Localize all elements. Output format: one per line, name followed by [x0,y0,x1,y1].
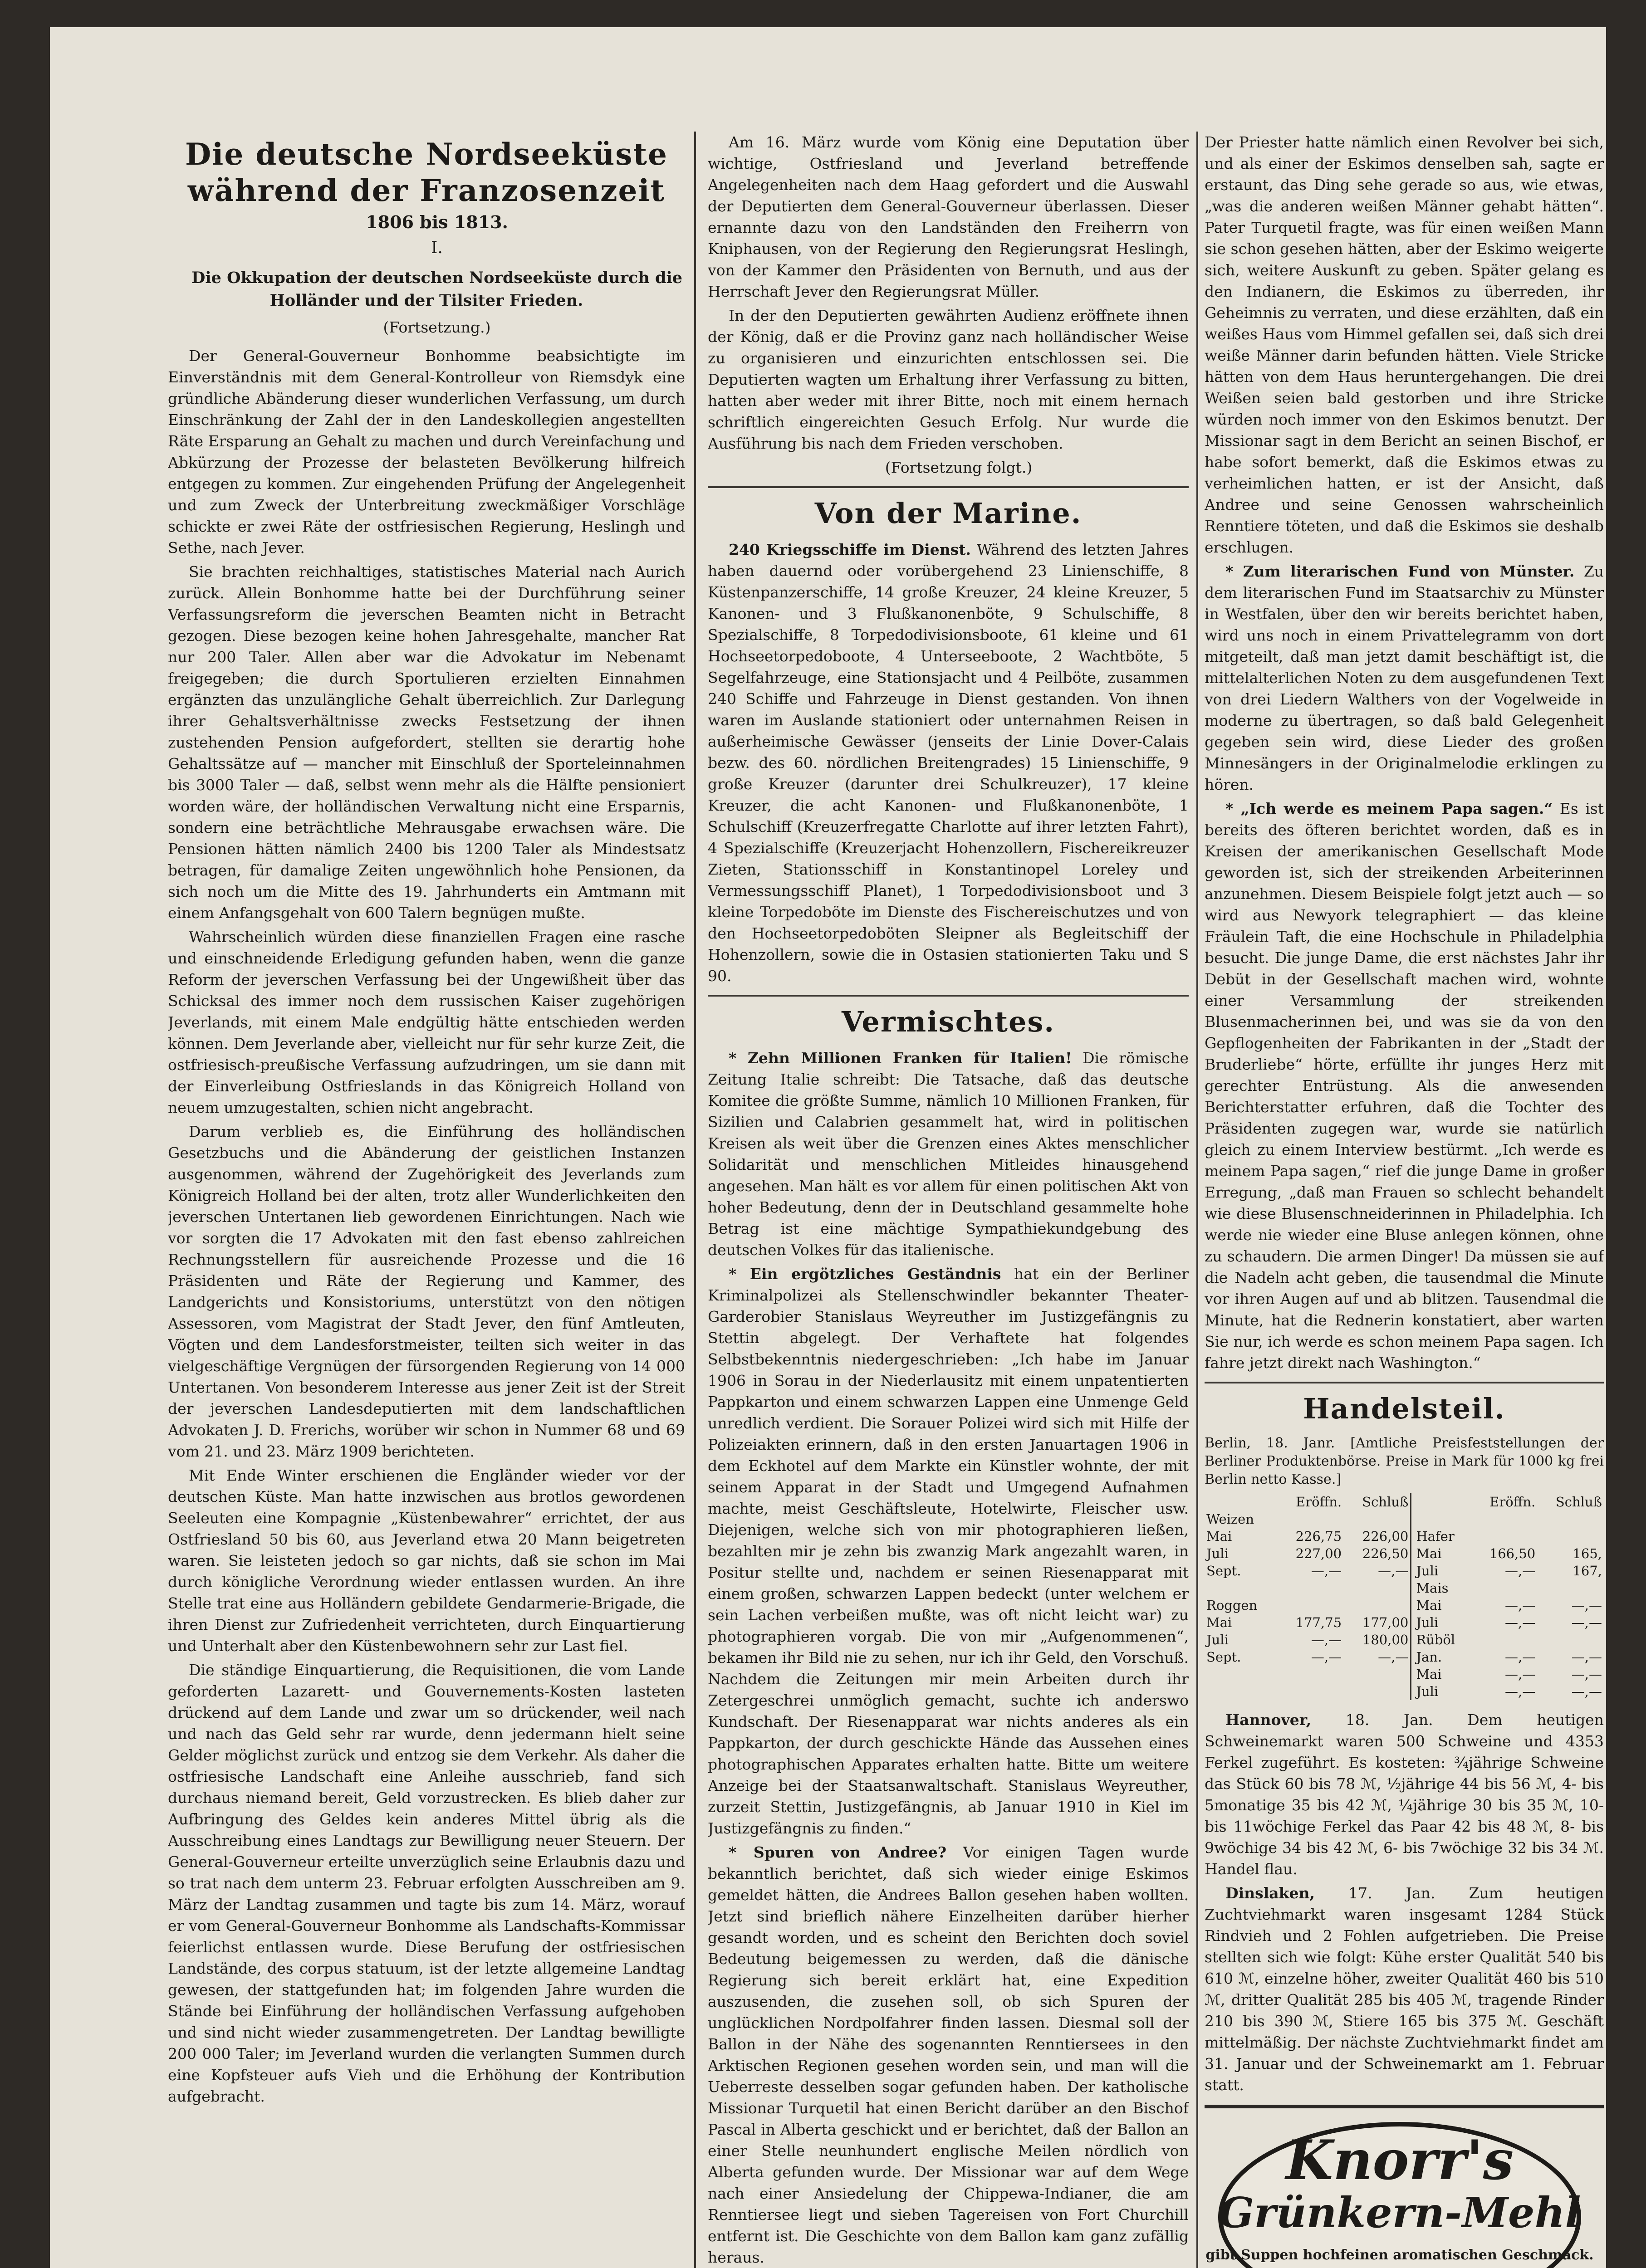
section-divider [708,995,1189,997]
continuation-note: (Fortsetzung.) [383,318,491,336]
misc-text: Zu dem literarischen Fund im Staatsarchiv zu Münster in Westfalen, über den wir bereits berichtet haben, wird uns noch in einem Privattelegramm von dort mitgeteilt, daß man jetzt damit beschäftigt ist, die mittelalterlichen Noten zu dem ausgefundenen Text von drei Liedern Walthers von der Vogelweide in moderne zu übertragen, so daß bald Gelegenheit gegeben sein wird, diese Lieder des großen Minnesängers in der Originalmelodie erklingen zu hören. [1205,562,1604,793]
table-row [1205,1528,1604,1545]
table-row [1205,1666,1604,1683]
market-label: Rüböl [1416,1632,1455,1647]
misc-item [708,1842,1189,2268]
market-label: Mais [1416,1580,1449,1596]
market-header: Berlin, 18. Janr. [Amtliche Preisfeststellungen der Berliner Produktenbörse. Preise in Mark für 1000 kg frei Berlin netto Kasse.] [1205,1435,1604,1487]
table-cell [1411,1545,1415,1562]
market-open [1277,1597,1343,1614]
market-label: Sept. [1206,1563,1241,1579]
table-cell [1414,1493,1471,1510]
market-close: —,— [1571,1615,1602,1630]
misc-keyword: * Ein ergötzliches Geständnis [729,1265,1001,1283]
market-open: —,— [1505,1667,1536,1682]
paragraph: Mit Ende Winter erschienen die Engländer wieder vor der deutschen Küste. Man hatte inzwischen aus brotlos gewordenen Seeleuten eine Kompagnie „Küstenbewahrer“ errichtet, der aus Ostfriesland 50 bis 60, aus Jeverland etwa 20 Mann beigetreten waren. Sie leisteten jedoch so gar nichts, daß sie schon im Mai durch königliche Verordnung wieder entlassen wurden. An ihre Stelle trat eine aus Holländern gebildete Gendarmerie-Brigade, die ihren Dienst zur Zufriedenheit verrichteten, durch Einquartierung und Unterhalt aber den Küstenbewohnern sehr zur Last fiel. [168,1466,685,1655]
misc-keyword: * Zehn Millionen Franken für Italien! [729,1049,1072,1067]
market-label: Juli [1416,1615,1439,1630]
table-row [1205,1631,1604,1648]
paragraph: Die ständige Einquartierung, die Requisitionen, die vom Lande geforderten Lazarett- und Gouvernements-Kosten lasteten drückend auf dem Lande und zwar um so drückender, weil nach und nach das Geld sehr rar wurde, denn jedermann hielt seine Gelder möglichst zurück und entzog sie dem Verkehr. Als daher die ostfriesische Landschaft eine Anleihe ausschrieb, fand sich durchaus niemand bereit, Geld vorzustrecken. Es blieb daher zur Aufbringung des Geldes kein anderes Mittel übrig als die Ausschreibung eines Landtags zur Bewilligung neuer Steuern. Der General-Gouverneur erteilte unverzüglich seine Erlaubnis dazu und so trat nach dem unterm 23. Februar erfolgten Ausschreiben am 9. März der Landtag zusammen und tagte bis zum 14. März, worauf er vom General-Gouverneur Bonhomme als Landschafts-Kommissar feierlichst entlassen wurde. Diese Berufung der ostfriesischen Landstände, des corpus statuum, ist der letzte allgemeine Landtag gewesen, der stattgefunden hat; im folgenden Jahre wurden die Stände bei Einführung der holländischen Verfassung aufgehoben und sind nicht wieder zusammengetreten. Der Landtag bewilligte 200 000 Taler; im Jeverland wurden die verlangten Summen durch eine Kopfsteuer aufs Vieh und die Erhöhung der Kontribution aufgebracht. [168,1661,685,2105]
paragraph: In der den Deputierten gewährten Audienz eröffnete ihnen der König, daß er die Provinz ganz nach holländischer Weise zu organisieren und einzurichten entschlossen sei. Die Deputierten wagten um Erhaltung ihrer Verfassung zu bitten, hatten aber weder mit ihrer Bitte, noch mit einem hernach schriftlich eingereichten Gesuch Erfolg. Nur wurde die Ausführung bis nach dem Frieden verschoben. [708,307,1189,452]
market-body [1205,1510,1604,1700]
table-cell [1343,1683,1411,1700]
market-open [1277,1579,1343,1597]
market-close [1343,1510,1411,1528]
market-open: —,— [1505,1598,1536,1613]
column-1 [168,132,685,2268]
article-subtitle: Die Okkupation der deutschen Nordseeküste durch die Holländer und der Tilsiter Frieden. [191,269,683,310]
market-label: Roggen [1206,1598,1258,1613]
table-row [1205,1597,1604,1614]
misc-item [708,1263,1189,1839]
paragraph: Sie brachten reichhaltiges, statistisches Material nach Aurich zurück. Allein Bonhomme hatte bei der Durchführung seiner Verfassungsreform die jeverschen Beamten nicht in Betracht gezogen. Diese bezogen keine hohen Jahresgehalte, mancher Rat nur 200 Taler. Allen aber war die Advokatur im Nebenamt freigegeben; die durch Sportulieren erzielten Einnahmen ergänzten das unzulängliche Gehalt überreichlich. Zur Darlegung ihrer Gehaltsverhältnisse zwecks Festsetzung der ihnen zustehenden Pension aufgefordert, stellten sie derartig hohe Gehaltssätze auf — mancher mit Einschluß der Sporteleinnahmen bis 3000 Taler — daß, selbst wenn mehr als die Hälfte pensioniert worden wäre, der holländischen Verwaltung nicht eine Ersparnis, sondern eine beträchtliche Mehrausgabe erwachsen wäre. Die Pensionen hätten nämlich 2400 bis 1200 Taler als Mindestsatz betragen, für damalige Zeiten ungewöhnlich hohe Pensionen, da sich noch um die Mitte des 19. Jahrhunderts ein Amtmann mit einem Anfangsgehalt von 600 Talern begnügen mußte. [168,563,685,922]
market-text: 17. Jan. Zum heutigen Zuchtviehmarkt waren insgesamt 1284 Stück Rindvieh und 2 Fohlen aufgetrieben. Die Preise stellten sich wie folgt: Kühe erster Qualität 540 bis 610 ℳ, einzelne höher, zweiter Qualität 460 bis 510 ℳ, dritter Qualität 285 bis 405 ℳ, tragende Rinder 210 bis 390 ℳ, Stiere 165 bis 375 ℳ. Geschäft mittelmäßig. Der nächste Zuchtviehmarkt findet am 31. Januar und der Schweinemarkt am 1. Februar statt. [1205,1884,1604,2094]
market-open: 177,75 [1295,1615,1342,1630]
market-close: —,— [1571,1667,1602,1682]
marine-text: Während des letzten Jahres haben dauernd oder vorübergehend 23 Linienschiffe, 8 Küstenpanzerschiffe, 14 große Kreuzer, 24 kleine Kreuzer, 5 Kanonen- und 3 Flußkanonenböte, 9 Schulschiffe, 8 Spezialschiffe, 8 Torpedodivisionsboote, 61 kleine und 61 Hochseetorpedoboote, 4 Unterseeboote, 2 Wachtböte, 5 Segelfahrzeuge, eine Stationsjacht und 4 Peilböte, zusammen 240 Schiffe und Fahrzeuge in Dienst gestanden. Von ihnen waren im Auslande stationiert oder unternahmen Reisen in außerheimische Gewässer (jenseits der Linie Dover-Calais bezw. des 60. nördlichen Breitengrades) 15 Linienschiffe, 9 große Kreuzer (darunter drei Schulkreuzer), 17 kleine Kreuzer, die acht Kanonen- und Flußkanonenböte, 1 Schulschiff (Kreuzerfregatte Charlotte auf ihrer letzten Fahrt), 4 Spezialschiffe (Kreuzerjacht Hohenzollern, Fischereikreuzer Zieten, Stationsschiff in Konstantinopel Loreley und Vermessungsschiff Planet), 1 Torpedodivisionsboot und 3 kleine Torpedoböte im Dienste des Fischereischutzes und von den Hochseetorpedoböten Sleipner als Begleitschiff der Hohenzollern, sowie die in Ostasien stationierten Taku und S 90. [708,541,1189,985]
col-head-close: Schluß [1362,1494,1409,1510]
section-heading-marine: Von der Marine. [814,497,1082,530]
table-cell [1411,1579,1415,1597]
market-table [1205,1493,1604,1700]
misc-item [1205,798,1604,1374]
market-close: —,— [1378,1563,1409,1579]
market-open: 226,75 [1295,1529,1342,1544]
section-heading-handel: Handelsteil. [1303,1392,1505,1425]
to-be-continued: (Fortsetzung folgt.) [885,459,1033,476]
market-close [1537,1510,1604,1528]
paragraph: Der Priester hatte nämlich einen Revolver bei sich, und als einer der Eskimos denselben sah, sagte er erstaunt, das Ding sehe gerade so aus, wie etwas, „was die anderen weißen Männer gehabt hätten“. Pater Turquetil fragte, was für einen weißen Mann sie schon gesehen hätten, aber der Eskimo weigerte sich, weitere Auskunft zu geben. Später gelang es den Indianern, die Eskimos zu überreden, ihr Geheimnis zu verraten, und diese erzählten, daß ein weißes Haus vom Himmel gefallen sei, daß sich drei weiße Männer darin befunden hätten. Viele Stricke hätten von dem Haus heruntergehangen. Die drei Weißen seien bald gestorben und ihre Stricke würden noch immer von den Eskimos benutzt. Der Missionar sagt in dem Bericht an seinen Bischof, er habe sofort bemerkt, daß die Eskimos etwas zu verheimlichen hatten, er ist der Ansicht, daß Andree und seine Genossen wahrscheinlich Renntiere töteten, und daß die Eskimos sie deshalb erschlugen. [1205,133,1604,556]
misc-text: Es ist bereits des öfteren berichtet worden, daß es in Kreisen der amerikanischen Gesellschaft Mode geworden ist, sich der streikenden Arbeiterinnen anzunehmen. Diesem Beispiele folgt jetzt auch — so wird aus Newyork telegraphiert — das kleine Fräulein Taft, die eine Hochschule in Philadelphia besucht. Die junge Dame, die erst nächstes Jahr ihr Debüt in der Gesellschaft machen wird, wohnte einer Versammlung der streikenden Blusenmacherinnen bei, und was sie da von den Gepflogenheiten der Fabrikanten in der „Stadt der Bruderliebe“ hörte, erfüllte ihr junges Herz mit gerechter Entrüstung. Als die anwesenden Berichterstatter erfuhren, daß die Tochter des Präsidenten zugegen war, wurde sie natürlich gleich zu einem Interview bestürmt. „Ich werde es meinem Papa sagen,“ rief die junge Dame in großer Erregung, „daß man Frauen so schlecht behandelt wie diese Blusenschneiderinnen in Philadelphia. Ich werde nie wieder eine Bluse anlegen können, ohne zu schaudern. Die armen Dinger! Da müssen sie auf die Nadeln acht geben, die tausendmal die Minute vor ihren Augen auf und ab blitzen. Tausendmal die Minute, hat die Rednerin konstatiert, aber warten Sie nur, ich werde es schon meinem Papa sagen. Ich fahre jetzt direkt nach Washington.“ [1205,800,1604,1372]
column-3 [1205,132,1604,2268]
market-close: —,— [1571,1649,1602,1665]
article-years: 1806 bis 1813. [366,212,508,232]
market-open [1277,1510,1343,1528]
market-close [1343,1579,1411,1597]
table-cell [1411,1666,1415,1683]
market-open: —,— [1505,1649,1536,1665]
market-label: Juli [1416,1684,1439,1699]
table-cell [1411,1510,1415,1528]
market-close: 177,00 [1362,1615,1409,1630]
newspaper-page [50,27,1606,2268]
market-label: Sept. [1206,1649,1241,1665]
article-title-line-2: während der Franzosenzeit [187,173,666,208]
table-row [1205,1510,1604,1528]
advert-brand: Knorr's [1285,2128,1514,2192]
market-open: —,— [1505,1563,1536,1579]
market-close [1537,1631,1604,1648]
misc-item [1205,561,1604,795]
market-report [1205,1882,1604,2096]
table-row [1205,1545,1604,1562]
market-close: 226,00 [1362,1529,1409,1544]
market-label: Juli [1416,1563,1439,1579]
table-cell [1277,1683,1343,1700]
market-label [1205,1579,1277,1597]
paragraph: Wahrscheinlich würden diese finanziellen Fragen eine rasche und einschneidende Erledigung gefunden haben, wenn die ganze Reform der jeverschen Verfassung bei der Ungewißheit über das Schicksal des immer noch dem russischen Kaiser zugehörigen Jeverlands, mit einem Male endgültig hätte entschieden werden können. Dem Jeverlande aber, vielleicht nur für sehr kurze Zeit, die ostfriesisch-preußische Verfassung aufzudringen, um sie dann mit der Einverleibung Ostfrieslands in das Königreich Holland von neuem umzugestalten, schien nicht angebracht. [168,928,685,1116]
market-close [1537,1528,1604,1545]
misc-text: hat ein der Berliner Kriminalpolizei als Stellenschwindler bekannter Theater-Garderobier Stanislaus Weyreuther im Justizgefängnis zu Stettin abgelegt. Der Verhaftete hat folgendes Selbstbekenntnis niedergeschrieben: „Ich habe im Januar 1906 in Sorau in der Niederlausitz mit einem unpatentierten Pappkarton und einem schwarzen Lappen eine Unmenge Geld unredlich verdient. Die Sorauer Polizei wird sich mit Hilfe der Polizeiakten erinnern, daß in den ersten Januartagen 1906 in dem Eckhotel auf dem Markte ein Künstler wohnte, der mit seinem Apparat in der Stadt und Umgegend Aufnahmen machte, meist Geschäftsleute, Hotelwirte, Fleischer usw. Diejenigen, welche sich von mir photographieren ließen, bezahlten mir je zehn bis zwanzig Mark angezahlt waren, in Positur stellte und, nachdem er seinen Riesenapparat mit einem großen, schwarzen Lappen bedeckt (unter welchem er sein Lachen verbeißen mußte, was oft nicht leicht war) zu photographieren vorgab. Die von mir „Aufgenommenen“, bekamen ihr Bild nie zu sehen, nur ich ihr Geld, den Vorschuß. Nachdem die Zeitungen mir mein Arbeiten durch ihr Zetergeschrei unmöglich gemacht, suchte ich anderswo Kundschaft. Der Riesenapparat war nichts anderes als ein Pappkarton, der durch geschickte Hände das Aussehen eines photographischen Apparates erhalten hatte. Bitte um weitere Anzeige bei der Staatsanwaltschaft. Stanislaus Weyreuther, zurzeit Stettin, Justizgefängnis, ab Januar 1910 in Kiel im Justizgefängnis zu finden.“ [708,1265,1189,1837]
marine-keyword: 240 Kriegsschiffe im Dienst. [729,541,971,558]
table-row [1205,1648,1604,1666]
table-cell [1411,1493,1415,1510]
market-close: 180,00 [1362,1632,1409,1647]
market-open: —,— [1311,1632,1342,1647]
table-cell [1205,1666,1277,1683]
section-heading-misc: Vermischtes. [842,1005,1055,1038]
col-head-close: Schluß [1555,1494,1602,1510]
paragraph: Am 16. März wurde vom König eine Deputation über wichtige, Ostfriesland und Jeverland betreffende Angelegenheiten nach dem Haag gefordert und die Auswahl der Deputierten dem General-Gouverneur überlassen. Dieser ernannte dazu von den Landständen den Freiherrn von Kniphausen, von der Regierung den Regierungsrat Heslingh, von der Kammer den Präsidenten von Bernuth, und aus der Herrschaft Jever den Regierungsrat Müller. [708,133,1189,300]
market-open [1471,1528,1537,1545]
market-label: Jan. [1416,1649,1442,1665]
section-divider [1205,2105,1604,2108]
table-cell [1411,1597,1415,1614]
market-open [1471,1510,1537,1528]
market-open: 166,50 [1489,1546,1536,1561]
market-label: Mai [1416,1598,1442,1613]
table-row [1205,1614,1604,1631]
market-label: Juli [1206,1546,1229,1561]
table-cell [1411,1648,1415,1666]
misc-item [708,1047,1189,1261]
market-keyword: Dinslaken, [1225,1884,1315,1902]
article-title-line-1: Die deutsche Nordseeküste [185,137,668,172]
column-2 [708,132,1189,2268]
market-close: —,— [1571,1684,1602,1699]
table-cell [1343,1666,1411,1683]
market-label: Weizen [1206,1511,1254,1527]
table-row [1205,1579,1604,1597]
market-label [1414,1510,1471,1528]
table-cell [1411,1562,1415,1579]
market-close: 167, [1573,1563,1602,1579]
advert-product: Grünkern-Mehl [1218,2188,1581,2237]
market-open: —,— [1311,1649,1342,1665]
market-open: —,— [1505,1615,1536,1630]
market-label: Mai [1416,1546,1442,1561]
table-row [1205,1493,1604,1510]
market-label: Hafer [1416,1529,1455,1544]
table-cell [1205,1493,1277,1510]
table-cell [1411,1631,1415,1648]
market-label: Juli [1206,1632,1229,1647]
market-open: —,— [1311,1563,1342,1579]
table-row [1205,1683,1604,1700]
col-head-open: Eröffn. [1296,1494,1342,1510]
table-cell [1411,1614,1415,1631]
market-close: 165, [1573,1546,1602,1561]
section-divider [1205,1382,1604,1383]
market-open: 227,00 [1295,1546,1342,1561]
article-part: I. [431,239,443,257]
market-open: —,— [1505,1684,1536,1699]
misc-text: Vor einigen Tagen wurde bekanntlich berichtet, daß sich wieder einige Eskimos gemeldet hätten, die Andrees Ballon gesehen haben wollten. Jetzt sind brieflich nähere Einzelheiten darüber hierher gesandt worden, und es scheint den Berichten doch soviel Bedeutung beigemessen zu werden, daß die dänische Regierung sich bereit erklärt hat, eine Expedition auszusenden, die zusehen soll, ob sich Spuren der unglücklichen Nordpolfahrer finden lassen. Diesmal soll der Ballon in der Nähe des sogenannten Renntiersees in den Arktischen Regionen gesehen worden sein, und man will die Ueberreste desselben sogar gefunden haben. Der katholische Missionar Turquetil hat einen Bericht darüber an den Bischof Pascal in Alberta geschickt und er berichtet, daß der Ballon an einer Stelle neunhundert englische Meilen nördlich von Alberta gefunden wurde. Der Missionar war auf dem Wege nach einer Ansiedelung der Chippewa-Indianer, die am Renntiersee liegt und sieben Tagereisen von Fort Churchill entfernt ist. Die Geschichte von dem Ballon kam ganz zufällig heraus. [708,1843,1189,2266]
market-open [1471,1579,1537,1597]
paragraph: Der General-Gouverneur Bonhomme beabsichtigte im Einverständnis mit dem General-Kontrolleur von Riemsdyk eine gründliche Abänderung dieser wunderlichen Verfassung, um durch Einschränkung der Zahl der in den Landeskollegien angestellten Räte Ersparung an Gehalt zu machen und durch Vereinfachung und Abkürzung der Prozesse der belasteten Bevölkerung hilfreich entgegen zu kommen. Zur eingehenden Prüfung der Angelegenheit und zum Zweck der Unterbreitung zweckmäßiger Vorschläge schickte er zwei Räte der ostfriesischen Regierung, Heslingh und Sethe, nach Jever. [168,347,685,557]
article-title [168,136,685,209]
market-close [1343,1597,1411,1614]
misc-keyword: * „Ich werde es meinem Papa sagen.“ [1225,800,1553,817]
table-cell [1411,1683,1415,1700]
paragraph: Darum verblieb es, die Einführung des holländischen Gesetzbuchs und die Abänderung der geistlichen Instanzen ausgenommen, während der Zugehörigkeit des Jeverlands zum Königreich Holland bei der alten, trotz aller Wunderlichkeiten den jeverschen Untertanen lieb gewordenen Einrichtungen. Nach wie vor sorgten die 17 Advokaten mit den fast ebenso zahlreichen Rechnungsstellern für ausreichende Prozesse und die 16 Präsidenten und Räte der Regierung und Kammer, des Landgerichts und Konsistoriums, unterstützt von den nötigen Assessoren, vom Magistrat der Stadt Jever, den fünf Amtleuten, Vögten und dem Landesforstmeister, teilten sich weiter in das vielgeschäftige Vergnügen der fürsorgenden Regierung von 14 000 Untertanen. Von besonderem Interesse aus jener Zeit ist der Streit der jeverschen Landesdeputierten mit dem landschaftlichen Advokaten J. D. Frerichs, worüber wir schon in Nummer 68 und 69 vom 21. und 23. März 1909 berichteten. [168,1123,685,1460]
market-close [1537,1579,1604,1597]
section-divider [708,486,1189,488]
col-head-open: Eröffn. [1489,1494,1536,1510]
market-label: Mai [1206,1529,1232,1544]
knorr-advert [1205,2122,1595,2268]
misc-keyword: * Spuren von Andree? [729,1843,947,1861]
market-close: —,— [1378,1649,1409,1665]
table-cell [1205,1683,1277,1700]
misc-keyword: * Zum literarischen Fund von Münster. [1225,562,1575,580]
market-report [1205,1709,1604,1880]
table-row [1205,1562,1604,1579]
market-close: 226,50 [1362,1546,1409,1561]
market-label: Mai [1206,1615,1232,1630]
misc-text: Die römische Zeitung Italie schreibt: Die Tatsache, daß das deutsche Komitee die größte Summe, nämlich 10 Millionen Franken, für Sizilien und Calabrien gesammelt hat, wird in politischen Kreisen als weit über die Grenzen eines Aktes menschlicher Solidarität und menschlichen Mitleides hinausgehend angesehen. Man hält es vor allem für einen politischen Akt von hoher Bedeutung, denn der in Deutschland gesammelte hohe Betrag ist eine mächtige Sympathiekundgebung des deutschen Volkes für das italienische. [708,1049,1189,1259]
table-cell [1277,1666,1343,1683]
advert-slogan: gibt Suppen hochfeinen aromatischen Geschmack. [1205,2247,1594,2263]
market-close: —,— [1571,1598,1602,1613]
table-cell [1411,1528,1415,1545]
market-text: 18. Jan. Dem heutigen Schweinemarkt waren 500 Schweine und 4353 Ferkel zugeführt. Es kosteten: ¾jährige Schweine das Stück 60 bis 78 ℳ, ½jährige 44 bis 56 ℳ, 4- bis 5monatige 35 bis 42 ℳ, ¼jährige 30 bis 35 ℳ, 10- bis 11wöchige Ferkel das Paar 42 bis 48 ℳ, 8- bis 9wöchige 34 bis 42 ℳ, 6- bis 7wöchige 32 bis 34 ℳ. Handel flau. [1205,1711,1604,1878]
column-rule [694,132,696,2268]
market-keyword: Hannover, [1225,1711,1312,1729]
column-rule [1196,132,1198,2268]
market-label: Mai [1416,1667,1442,1682]
market-open [1471,1631,1537,1648]
marine-article [708,539,1189,987]
